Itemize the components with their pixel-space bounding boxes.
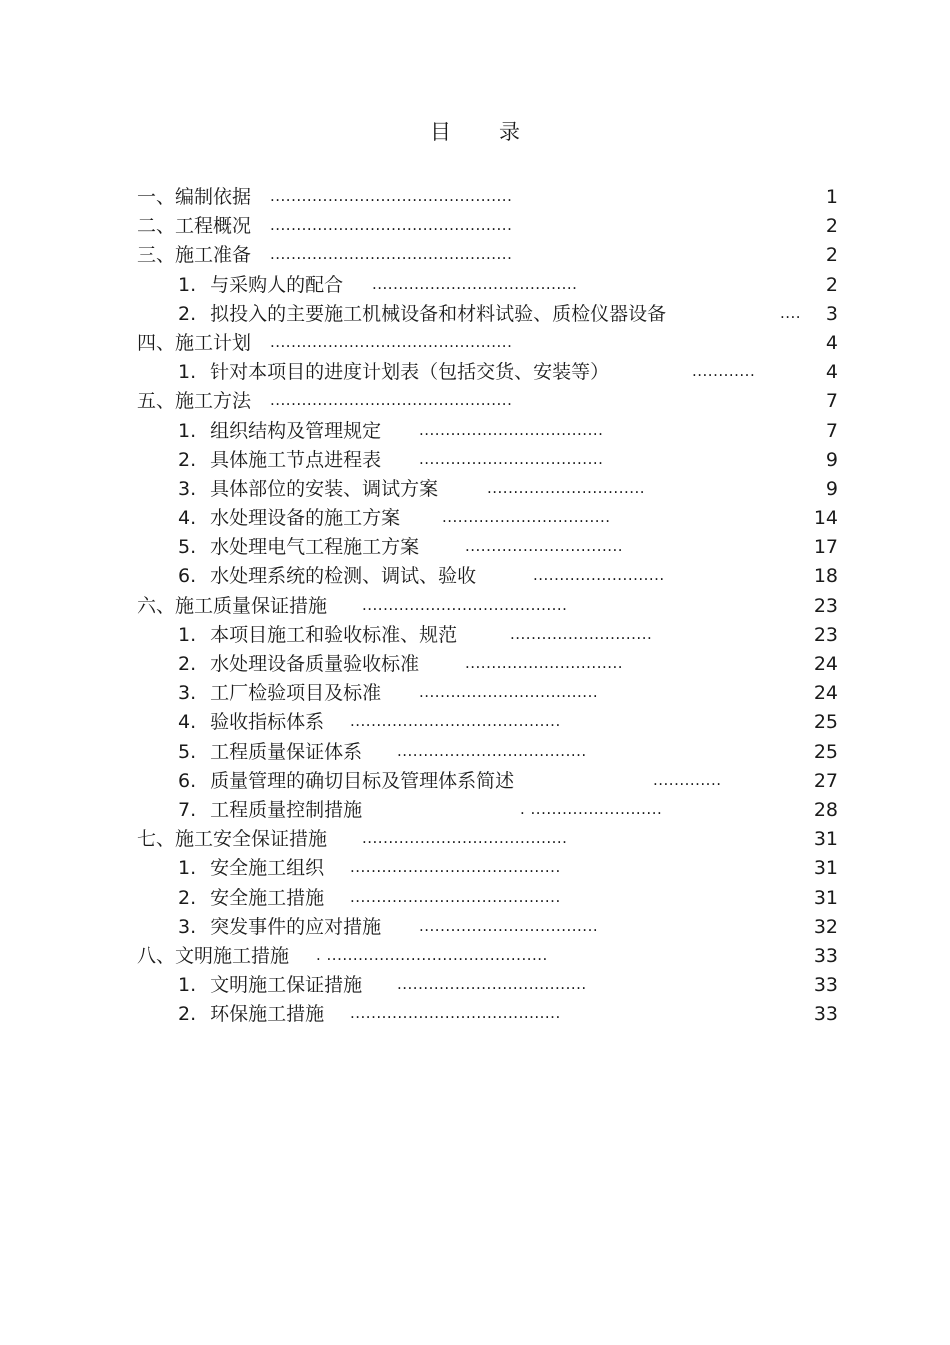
toc-subentry[interactable]: [0, 971, 950, 1000]
toc-leader-dots: ..................................: [419, 916, 599, 935]
toc-leader-dots: ....................................: [397, 741, 587, 760]
toc-subentry[interactable]: [0, 271, 950, 300]
toc-entry-text: 具体部位的安装、调试方案: [210, 477, 439, 500]
toc-leader-dots: . .........................: [520, 799, 663, 818]
toc-entry-label: [178, 884, 324, 913]
toc-leader-dots: ..............................................: [270, 391, 513, 410]
toc-entry-text: 水处理电气工程施工方案: [210, 536, 420, 559]
toc-page-number: 33: [813, 1003, 838, 1026]
toc-entry-number: 4.: [178, 507, 197, 530]
toc-page-number: 31: [813, 857, 838, 880]
toc-subentry[interactable]: [0, 650, 950, 679]
toc-page-number: 27: [813, 769, 838, 792]
toc-entry-text: 突发事件的应对措施: [210, 915, 382, 938]
toc-entry-number: 7.: [178, 798, 197, 821]
toc-subentry[interactable]: [0, 708, 950, 737]
toc-subentry[interactable]: [0, 621, 950, 650]
toc-entry-text: 四、施工计划: [137, 331, 252, 354]
toc-entry-label: [137, 592, 327, 621]
toc-entry-text: 具体施工节点进程表: [210, 448, 382, 471]
toc-page-number: 4: [825, 361, 838, 384]
toc-leader-dots: .............: [653, 770, 722, 789]
toc-entry-number: 2.: [178, 448, 197, 471]
toc-entry-number: 2.: [178, 302, 197, 325]
toc-entry-text: 拟投入的主要施工机械设备和材料试验、质检仪器设备: [210, 302, 667, 325]
toc-page-number: 23: [813, 623, 838, 646]
table-of-contents: [0, 183, 950, 1029]
toc-entry-text: 六、施工质量保证措施: [137, 594, 328, 617]
toc-entry-label: [178, 854, 324, 883]
toc-subentry[interactable]: [0, 504, 950, 533]
toc-leader-dots: . ..........................................: [316, 945, 548, 964]
toc-leader-dots: ..............................: [465, 654, 624, 672]
toc-page-number: 14: [813, 507, 838, 530]
toc-leader-dots: ........................................: [350, 887, 561, 906]
toc-page-number: 33: [813, 944, 838, 967]
toc-page-number: 24: [813, 682, 838, 705]
toc-page-number: 31: [813, 886, 838, 909]
toc-entry-label: [178, 679, 381, 708]
toc-entry-text: 安全施工组织: [210, 857, 325, 880]
toc-entry-text: 工厂检验项目及标准: [210, 682, 382, 705]
toc-entry-number: 6.: [178, 565, 197, 588]
toc-page-number: 17: [813, 536, 838, 559]
toc-entry-label: [178, 650, 419, 679]
toc-entry-label: [137, 212, 251, 241]
toc-subentry[interactable]: [0, 533, 950, 562]
toc-page-number: 3: [825, 302, 838, 325]
toc-subentry[interactable]: [0, 767, 950, 796]
toc-entry[interactable]: [0, 387, 950, 416]
toc-subentry[interactable]: [0, 562, 950, 591]
toc-page-number: 31: [813, 828, 838, 851]
toc-page-number: 9: [825, 477, 838, 500]
toc-leader-dots: ..................................: [419, 683, 599, 702]
toc-entry-number: 4.: [178, 711, 197, 734]
toc-entry-label: [137, 387, 251, 416]
toc-entry-label: [178, 475, 438, 504]
toc-entry-text: 五、施工方法: [137, 390, 252, 413]
toc-entry-label: [178, 971, 362, 1000]
toc-page-number: 33: [813, 974, 838, 997]
toc-entry-text: 环保施工措施: [210, 1003, 325, 1026]
toc-entry-label: [137, 942, 289, 971]
toc-leader-dots: .......................................: [372, 274, 578, 293]
toc-subentry[interactable]: [0, 300, 950, 329]
toc-entry[interactable]: [0, 183, 950, 212]
toc-entry-label: [178, 1000, 324, 1029]
toc-entry-label: [178, 913, 381, 942]
toc-entry-label: [178, 358, 609, 387]
toc-page-number: 2: [825, 244, 838, 267]
toc-entry-label: [178, 504, 400, 533]
toc-entry-text: 质量管理的确切目标及管理体系简述: [210, 769, 515, 792]
toc-leader-dots: ........................................: [350, 1004, 561, 1023]
toc-subentry[interactable]: [0, 884, 950, 913]
toc-entry-number: 1.: [178, 974, 197, 997]
toc-leader-dots: ..............................................: [270, 216, 513, 235]
toc-page-number: 24: [813, 653, 838, 675]
toc-entry-text: 八、文明施工措施: [137, 944, 290, 967]
toc-entry-number: 1.: [178, 857, 197, 880]
toc-leader-dots: ............: [692, 362, 756, 381]
toc-leader-dots: ..............................................: [270, 332, 513, 351]
toc-entry-label: [178, 738, 362, 767]
toc-entry-number: 5.: [178, 740, 197, 763]
toc-page-number: 9: [825, 448, 838, 471]
toc-entry-label: [178, 417, 381, 446]
toc-leader-dots: ...........................: [510, 624, 653, 643]
toc-entry-label: [178, 796, 362, 825]
toc-leader-dots: .......................................: [362, 829, 568, 848]
toc-entry-text: 针对本项目的进度计划表（包括交货、安装等）: [210, 361, 610, 384]
toc-entry[interactable]: [0, 942, 950, 971]
toc-leader-dots: ..............................................: [270, 187, 513, 205]
toc-entry-text: 水处理系统的检测、调试、验收: [210, 565, 477, 588]
toc-entry-number: 5.: [178, 536, 197, 559]
toc-subentry[interactable]: [0, 358, 950, 387]
toc-entry-label: [178, 300, 666, 329]
toc-page-number: 28: [813, 798, 838, 821]
toc-entry-number: 2.: [178, 653, 197, 675]
toc-entry-label: [137, 329, 251, 358]
toc-subentry[interactable]: [0, 796, 950, 825]
toc-entry-number: 1.: [178, 273, 197, 296]
toc-page-number: 2: [825, 273, 838, 296]
toc-page-number: 7: [825, 390, 838, 413]
toc-entry[interactable]: [0, 241, 950, 270]
toc-leader-dots: ..............................: [465, 537, 624, 556]
toc-entry-text: 水处理设备质量验收标准: [210, 653, 420, 675]
toc-page-number: 25: [813, 740, 838, 763]
toc-entry-number: 6.: [178, 769, 197, 792]
toc-entry-label: [178, 562, 476, 591]
toc-subentry[interactable]: [0, 854, 950, 883]
toc-entry-text: 一、编制依据: [137, 186, 252, 208]
toc-leader-dots: ...................................: [419, 449, 604, 468]
toc-entry-text: 安全施工措施: [210, 886, 325, 909]
toc-entry-number: 2.: [178, 1003, 197, 1026]
toc-entry-text: 与采购人的配合: [210, 273, 344, 296]
toc-entry[interactable]: [0, 212, 950, 241]
toc-page-number: 7: [825, 419, 838, 442]
toc-title-right: 录: [499, 120, 520, 144]
toc-entry-label: [137, 241, 251, 270]
toc-page-number: 32: [813, 915, 838, 938]
toc-entry-text: 三、施工准备: [137, 244, 252, 267]
toc-page-number: 25: [813, 711, 838, 734]
toc-entry-number: 1.: [178, 361, 197, 384]
toc-subentry[interactable]: [0, 1000, 950, 1029]
toc-entry-text: 验收指标体系: [210, 711, 325, 734]
toc-entry-label: [178, 767, 514, 796]
toc-entry-number: 1.: [178, 419, 197, 442]
toc-subentry[interactable]: [0, 913, 950, 942]
toc-leader-dots: .......................................: [362, 595, 568, 614]
toc-page-number: 1: [825, 186, 838, 208]
toc-entry-number: 3.: [178, 915, 197, 938]
toc-leader-dots: .........................: [533, 566, 665, 585]
toc-entry-text: 组织结构及管理规定: [210, 419, 382, 442]
toc-entry-label: [137, 825, 327, 854]
toc-entry[interactable]: [0, 825, 950, 854]
toc-leader-dots: ................................: [442, 508, 611, 527]
toc-leader-dots: ........................................: [350, 712, 561, 731]
toc-entry-number: 3.: [178, 477, 197, 500]
toc-entry[interactable]: [0, 329, 950, 358]
toc-entry-text: 水处理设备的施工方案: [210, 507, 401, 530]
toc-page-number: 4: [825, 331, 838, 354]
toc-entry-text: 工程质量控制措施: [210, 798, 363, 821]
toc-entry-text: 本项目施工和验收标准、规范: [210, 623, 458, 646]
toc-leader-dots: ..............................: [487, 478, 646, 497]
toc-leader-dots: ........................................: [350, 858, 561, 877]
toc-page-number: 23: [813, 594, 838, 617]
toc-entry-label: [178, 271, 343, 300]
toc-title: [0, 116, 950, 146]
toc-leader-dots: ....................................: [397, 975, 587, 994]
toc-entry-label: [178, 708, 324, 737]
toc-entry-text: 文明施工保证措施: [210, 974, 363, 997]
toc-subentry[interactable]: [0, 417, 950, 446]
toc-page-number: 2: [825, 215, 838, 238]
toc-leader-dots: ....: [780, 303, 802, 322]
toc-leader-dots: ..............................................: [270, 245, 513, 264]
toc-entry-text: 工程质量保证体系: [210, 740, 363, 763]
toc-subentry[interactable]: [0, 446, 950, 475]
toc-leader-dots: ...................................: [419, 420, 604, 439]
toc-subentry[interactable]: [0, 475, 950, 504]
toc-entry-text: 七、施工安全保证措施: [137, 828, 328, 851]
toc-entry-number: 3.: [178, 682, 197, 705]
toc-subentry[interactable]: [0, 738, 950, 767]
toc-entry-label: [178, 533, 419, 562]
toc-entry-number: 2.: [178, 886, 197, 909]
toc-entry-label: [178, 446, 381, 475]
toc-entry-label: [137, 183, 251, 212]
toc-entry-text: 二、工程概况: [137, 215, 252, 238]
toc-title-left: 目: [430, 120, 451, 144]
toc-entry-label: [178, 621, 457, 650]
toc-entry[interactable]: [0, 592, 950, 621]
toc-page-number: 18: [813, 565, 838, 588]
toc-subentry[interactable]: [0, 679, 950, 708]
toc-entry-number: 1.: [178, 623, 197, 646]
